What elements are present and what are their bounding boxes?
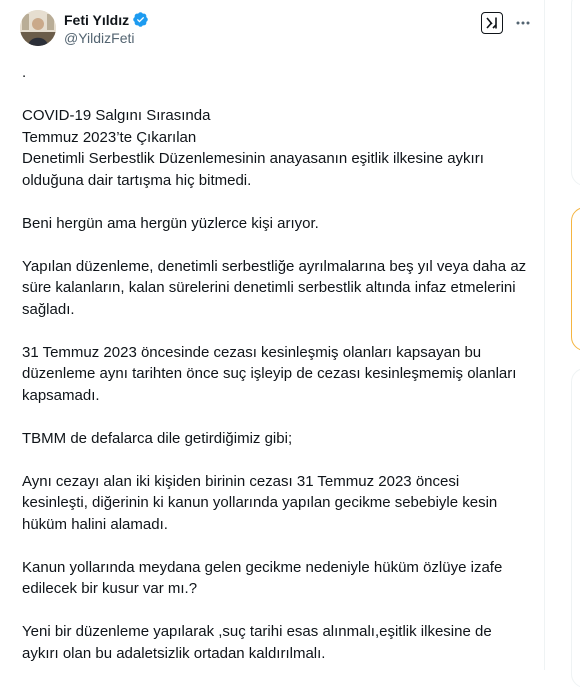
avatar-image — [20, 10, 56, 46]
tweet-paragraph: Yeni bir düzenleme yapılarak ,suç tarihi esas alınmalı,eşitlik ilkesine de aykırı olan bu adaletsizlik ortadan kaldırılmalı. — [22, 623, 492, 662]
tweet-paragraph: COVID-19 Salgını Sırasında Temmuz 2023’te Çıkarılan Denetimli Serbestlik Düzenlemesinin anayasanın eşitlik ilkesine aykırı olduğuna dair tartışma hiç bitmedi. — [22, 107, 484, 189]
verified-badge-icon — [132, 11, 149, 28]
more-horizontal-icon — [514, 14, 532, 32]
tweet-paragraph: 31 Temmuz 2023 öncesinde cezası kesinleşmiş olanları kapsayan bu düzenleme aynı tarihten önce suç işleyip de cezası kesinleşmemiş olanları kapsamadı. — [22, 343, 517, 404]
sidebar-card — [571, 368, 580, 688]
avatar[interactable] — [20, 10, 56, 46]
tweet-paragraph: TBMM de defalarca dile getirdiğimiz gibi; — [22, 429, 293, 447]
tweet-paragraph: Kanun yollarında meydana gelen gecikme nedeniyle hüküm özlüye izafe edilecek bir kusur var mı.? — [22, 558, 503, 597]
tweet-paragraph: Beni hergün ama hergün yüzlerce kişi arıyor. — [22, 214, 319, 232]
author-handle[interactable]: @YildizFeti — [64, 30, 135, 46]
tweet-header — [20, 10, 535, 46]
grok-icon — [485, 16, 499, 30]
right-sidebar — [545, 0, 580, 670]
more-options-button[interactable] — [512, 12, 534, 34]
sidebar-highlight-card[interactable] — [571, 207, 580, 351]
tweet-paragraph: Aynı cezayı alan iki kişiden birinin cezası 31 Temmuz 2023 öncesi kesinleşti, diğerinin ki kanun yollarında yapılan gecikme sebebiyle kesin hüküm halini alamadı. — [22, 472, 498, 533]
grok-button[interactable] — [481, 12, 503, 34]
tweet-text — [22, 62, 527, 686]
tweet-paragraph: Yapılan düzenleme, denetimli serbestliğe ayrılmalarına beş yıl veya daha az süre kalanların, kalan sürelerini denetimli serbestlik altında infaz etmelerini sağladı. — [22, 257, 527, 318]
author-names — [64, 11, 149, 46]
tweet-paragraph: . — [22, 64, 27, 81]
author-display-name[interactable]: Feti Yıldız — [64, 11, 130, 28]
sidebar-card — [571, 0, 580, 186]
